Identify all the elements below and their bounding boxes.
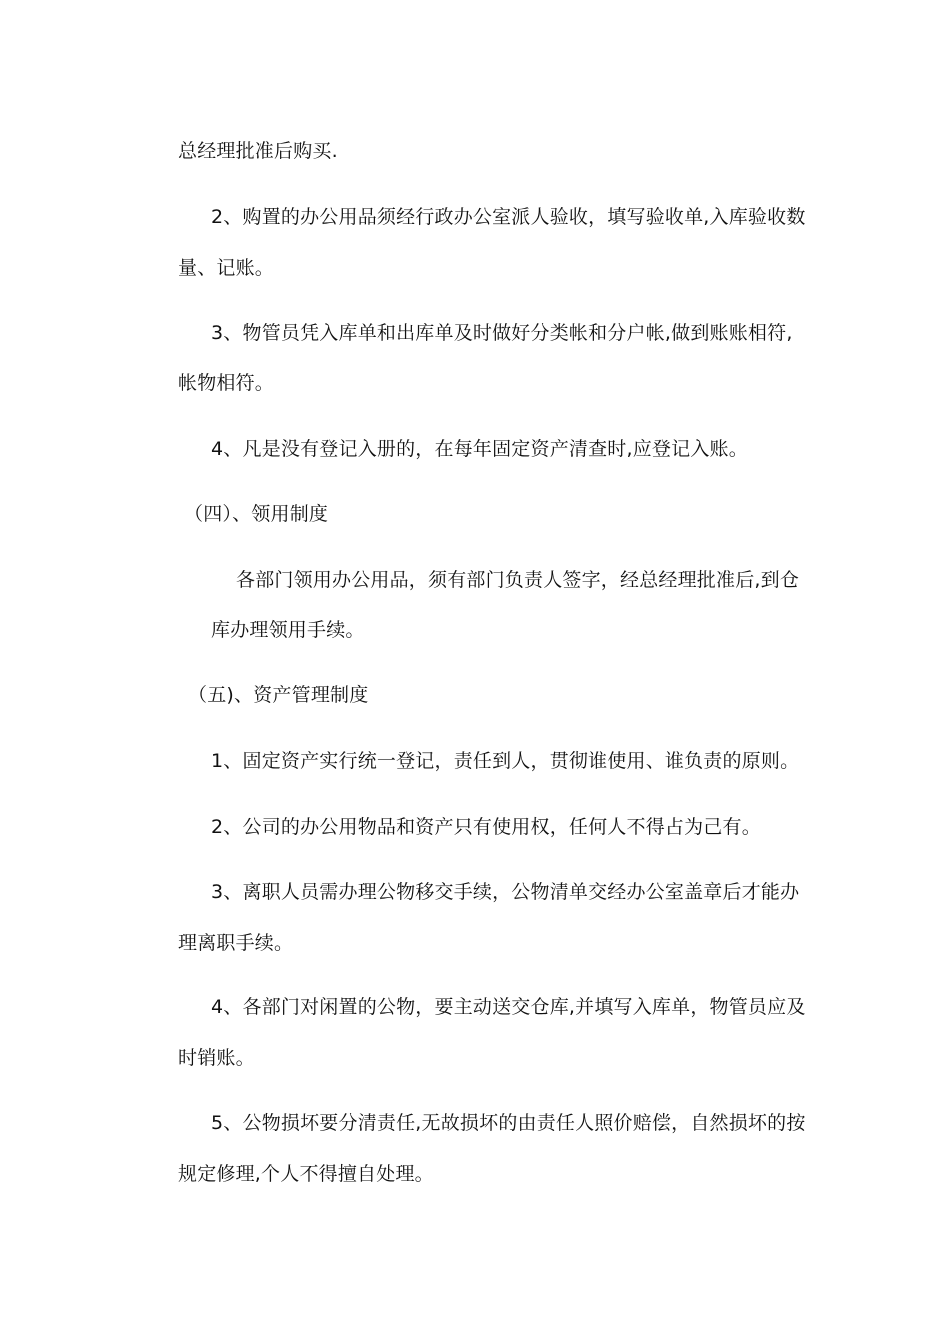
- text-line-4: 3、物管员凭入库单和出库单及时做好分类帐和分户帐,做到账账相符,: [211, 322, 793, 344]
- text-line-7: 各部门领用办公用品，须有部门负责人签字，经总经理批准后,到仓: [236, 569, 800, 591]
- text-line-10: 2、公司的办公用物品和资产只有使用权，任何人不得占为己有。: [211, 816, 761, 838]
- section-heading-5: （五)、资产管理制度: [188, 684, 369, 706]
- text-line-16: 规定修理,个人不得擅自处理。: [178, 1163, 434, 1185]
- text-line-9: 1、固定资产实行统一登记，责任到人，贯彻谁使用、谁负责的原则。: [211, 750, 800, 772]
- text-line-11: 3、离职人员需办理公物移交手续，公物清单交经办公室盖章后才能办: [211, 881, 800, 903]
- text-line-2: 2、购置的办公用品须经行政办公室派人验收，填写验收单,入库验收数: [211, 206, 806, 228]
- text-line-12: 理离职手续。: [178, 932, 294, 954]
- text-line-13: 4、各部门对闲置的公物，要主动送交仓库,并填写入库单，物管员应及: [211, 996, 806, 1018]
- text-line-14: 时销账。: [178, 1047, 255, 1069]
- text-line-6: 4、凡是没有登记入册的，在每年固定资产清查时,应登记入账。: [211, 438, 748, 460]
- text-line-15: 5、公物损坏要分清责任,无故损坏的由责任人照价赔偿，自然损坏的按: [211, 1112, 806, 1134]
- text-line-8: 库办理领用手续。: [211, 619, 365, 641]
- section-heading-4: （四）、领用制度: [184, 503, 329, 525]
- text-line-5: 帐物相符。: [178, 372, 275, 394]
- text-line-1: 总经理批准后购买.: [178, 140, 338, 162]
- text-line-3: 量、记账。: [178, 257, 275, 279]
